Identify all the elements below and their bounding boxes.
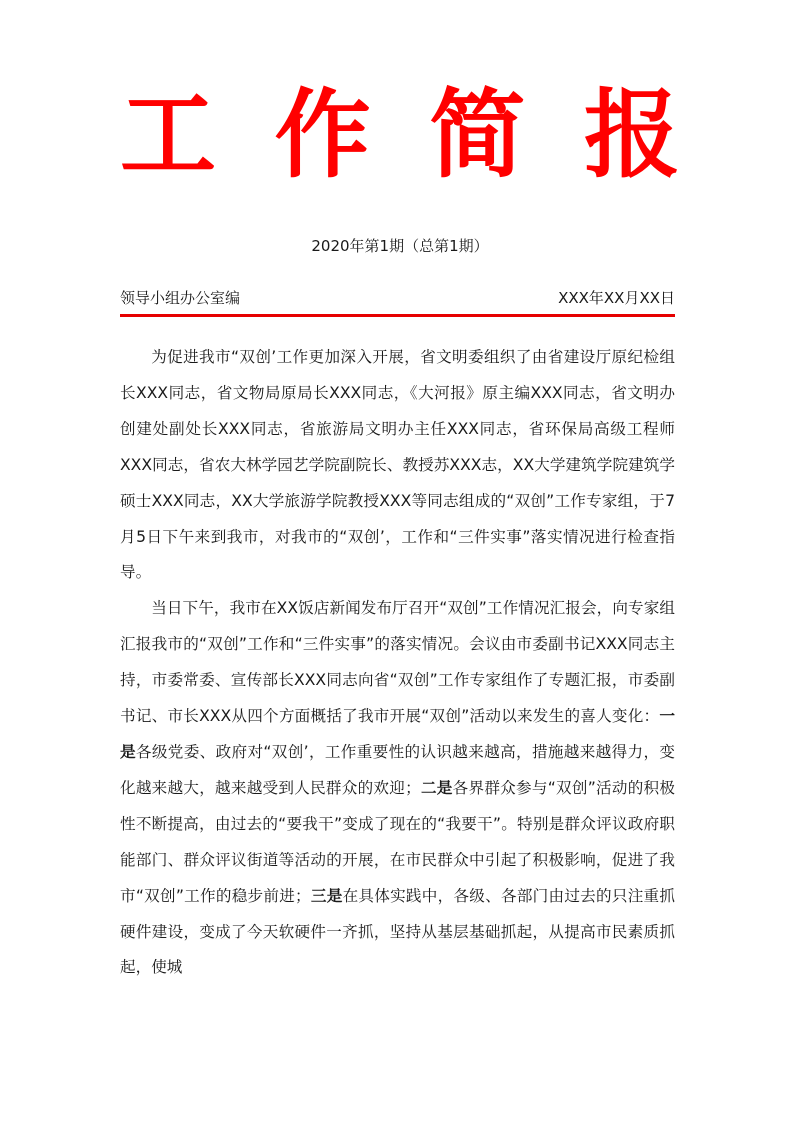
keyword-three: 三是: [310, 886, 343, 905]
paragraph-2-text: 各级党委、政府对“双创’，工作重要性的认识越来越高，措施越来越得力，变化越来越大，越来越受到人民群众的欢迎；: [120, 742, 675, 797]
masthead-title: [120, 80, 680, 190]
paragraph-2-text: 当日下午，我市在XX饭店新闻发布厅召开“双创”工作情况汇报会，向专家组汇报我市的“双创”工作和“三件实事”的落实情况。会议由市委副书记XXX同志主持，市委常委、宣传部长XXX同志向省“双创”工作专家组作了专题汇报，市委副书记、市长XXX从四个方面概括了我市开展“双创”活动以来发生的喜人变化：: [120, 599, 675, 726]
masthead-char-1: 工: [120, 79, 216, 191]
body-text: [120, 340, 675, 986]
masthead-char-4: 报: [583, 79, 680, 191]
red-divider: [120, 314, 675, 317]
masthead-char-2: 作: [274, 79, 371, 191]
meta-row: [120, 286, 675, 310]
paragraph-2-text: 在具体实践中，各级、各部门由过去的只注重抓硬件建设，变成了今天软硬件一齐抓，坚持从基层基础抓起，从提高市民素质抓起，使城: [120, 886, 675, 977]
publish-date: XXX年XX月XX日: [558, 289, 675, 307]
masthead-char-3: 简: [429, 79, 526, 191]
keyword-two: 二是: [420, 778, 453, 797]
paragraph-2-text: 各界群众参与“双创”活动的积极性不断提高，由过去的“要我干”变成了现在的“我要干”。特别是群众评议政府职能部门、群众评议街道等活动的开展，在市民群众中引起了积极影响，促进了我市“双创”工作的稳步前进；: [120, 778, 675, 905]
editor-label: 领导小组办公室编: [120, 289, 241, 307]
keyword-one: 一是: [120, 707, 675, 761]
issue-number: 2020年第1期（总第1期）: [311, 237, 489, 255]
paragraph-1: 为促进我市“双创’工作更加深入开展，省文明委组织了由省建设厅原纪检组长XXX同志，省文物局原局长XXX同志，《大河报》原主编XXX同志，省文明办创建处副处长XXX同志，省旅游局文明办主任XXX同志，省环保局高级工程师XXX同志，省农大林学园艺学院副院长、教授苏XXX志，XX大学建筑学院建筑学硕士XXX同志，XX大学旅游学院教授XXX等同志组成的“双创”工作专家组，于7月5日下午来到我市，对我市的“双创’，工作和“三件实事”落实情况进行检查指导。: [120, 348, 675, 582]
paragraph-2: [120, 591, 675, 986]
